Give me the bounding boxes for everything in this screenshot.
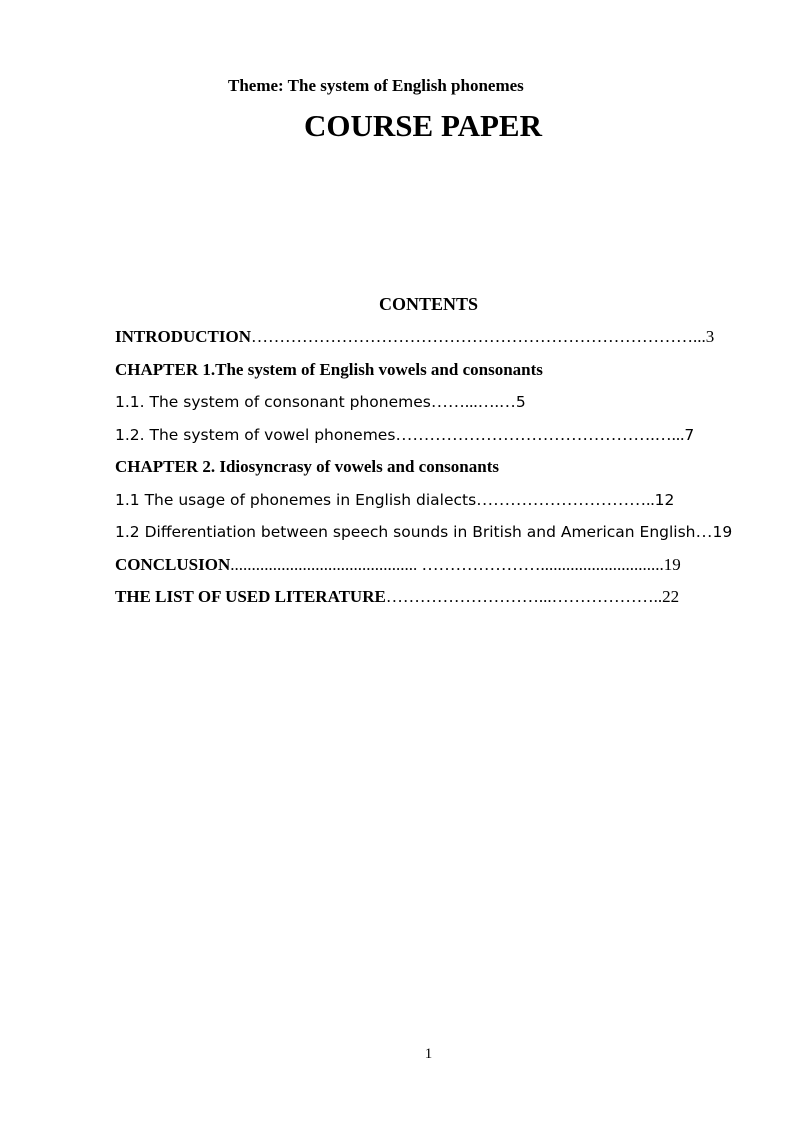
contents-heading: CONTENTS	[378, 294, 479, 314]
toc-entry-section-1-1	[115, 391, 755, 424]
toc-entry-page: 19	[663, 554, 681, 574]
toc-entry-page: 12	[654, 490, 675, 509]
toc-entry-page: 19	[712, 523, 733, 541]
toc-entry-leader: ………………………...………………..	[385, 587, 663, 606]
toc-entry-leader: ……………………………………………………………………...	[251, 327, 706, 346]
toc-entry-chapter-1	[115, 359, 755, 392]
course-paper-title: COURSE PAPER	[304, 108, 542, 143]
table-of-contents	[115, 326, 755, 619]
toc-entry-leader: ……………………………………….…...	[395, 424, 685, 444]
toc-entry-leader: ……...….…	[430, 392, 516, 411]
toc-entry-label: 1.2 Differentiation between speech sounds in British and American English	[115, 523, 696, 541]
toc-entry-label: CONCLUSION	[115, 554, 231, 574]
toc-entry-label: THE LIST OF USED LITERATURE	[115, 587, 386, 606]
toc-entry-label: CHAPTER 2. Idiosyncrasy of vowels and consonants	[115, 457, 499, 476]
toc-entry-conclusion	[115, 554, 755, 587]
page-number: 1	[424, 1046, 433, 1062]
toc-entry-label: 1.1 The usage of phonemes in English dialects	[115, 490, 477, 509]
toc-entry-page: 3	[705, 327, 715, 346]
toc-entry-section-1-2	[115, 424, 755, 457]
toc-entry-label: 1.1. The system of consonant phonemes	[115, 393, 431, 411]
toc-entry-page: 7	[684, 425, 695, 444]
toc-entry-page: 5	[515, 393, 526, 411]
toc-entry-chapter-2	[115, 456, 755, 489]
toc-entry-literature	[115, 586, 755, 619]
toc-entry-section-2-1	[115, 489, 755, 522]
toc-entry-leader: …	[695, 522, 713, 541]
toc-entry-leader: ............................................ ………………….............................	[230, 554, 664, 574]
toc-entry-label: CHAPTER 1.The system of English vowels and consonants	[115, 359, 543, 379]
toc-entry-page: 22	[662, 587, 680, 606]
toc-entry-label: 1.2. The system of vowel phonemes	[115, 425, 396, 444]
toc-entry-label: INTRODUCTION	[115, 327, 252, 346]
theme-line: Theme: The system of English phonemes	[228, 76, 524, 95]
toc-entry-introduction	[115, 326, 755, 359]
toc-entry-leader: …………………………..	[476, 489, 655, 509]
toc-entry-section-2-2	[115, 521, 755, 554]
